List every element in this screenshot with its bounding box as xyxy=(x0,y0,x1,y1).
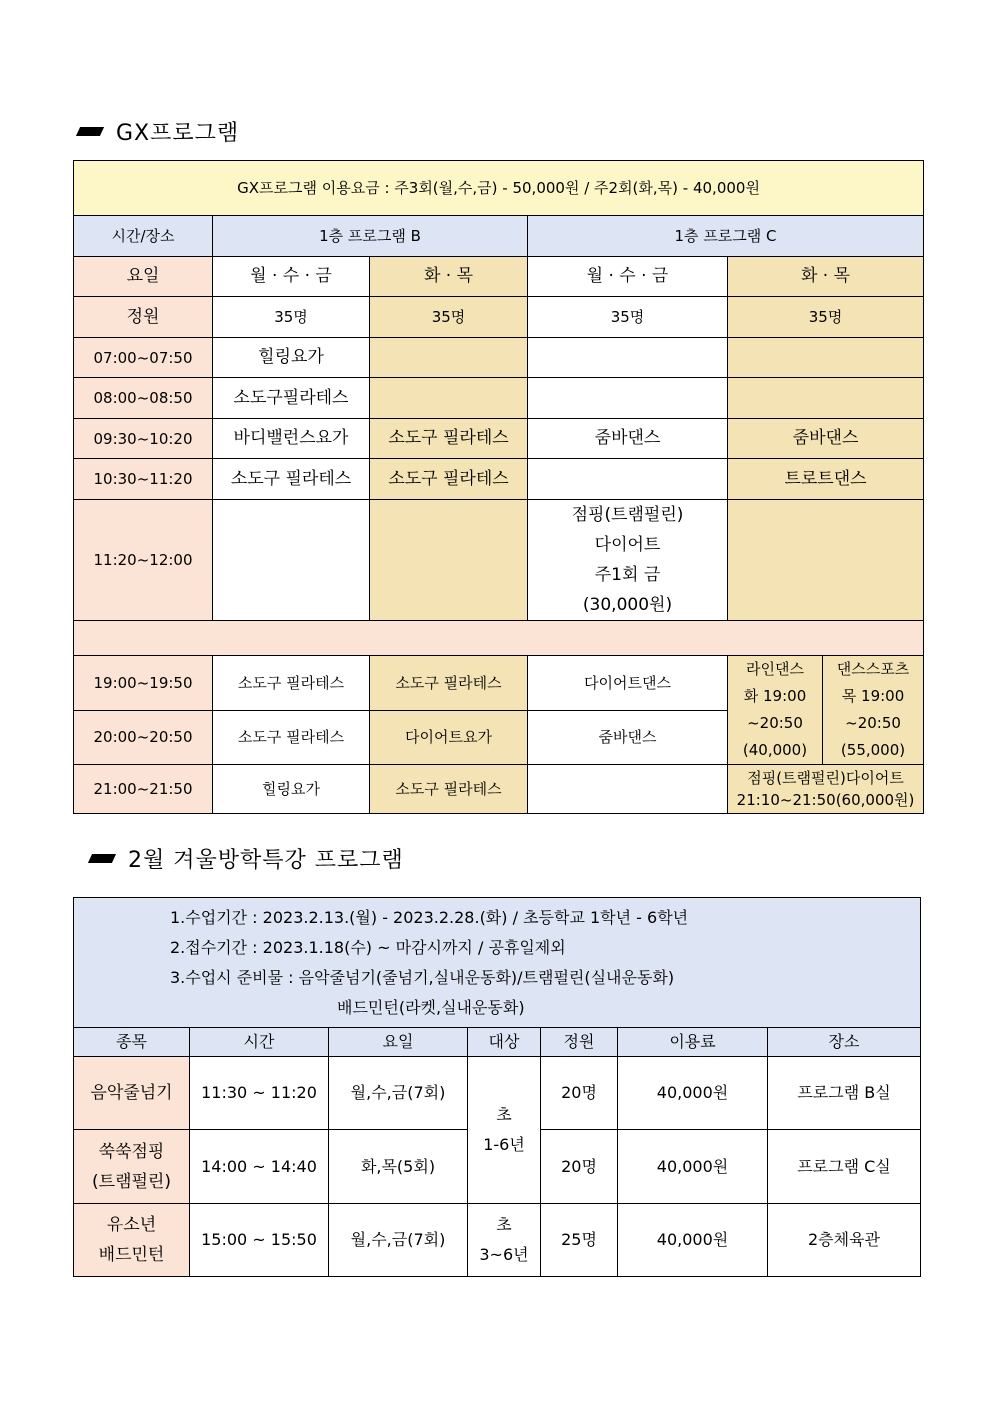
cell-line: 초 xyxy=(496,1105,512,1124)
program-name-cell xyxy=(74,1204,190,1277)
schedule-cell xyxy=(370,338,528,378)
time-cell: 19:00~19:50 xyxy=(74,656,213,711)
column-header: 요일 xyxy=(329,1028,468,1057)
program-name-cell xyxy=(74,1130,190,1204)
time-cell: 15:00 ~ 15:50 xyxy=(190,1204,329,1277)
schedule-cell xyxy=(728,500,924,621)
day-cell: 월,수,금(7회) xyxy=(329,1204,468,1277)
target-cell xyxy=(468,1057,541,1204)
cell-line: 3~6년 xyxy=(479,1245,529,1264)
cell-line: 라인댄스 xyxy=(746,660,804,678)
b-mwf-header: 월 · 수 · 금 xyxy=(213,257,370,297)
place-cell: 2층체육관 xyxy=(768,1204,921,1277)
cell-line: 1-6년 xyxy=(483,1135,525,1154)
gx-fee-notice: GX프로그램 이용요금 : 주3회(월,수,금) - 50,000원 / 주2회(화,목) - 40,000원 xyxy=(74,161,924,216)
cell-line: 점핑(트램펄린) xyxy=(571,505,684,525)
capacity-cell: 35명 xyxy=(370,297,528,338)
gx-section-title xyxy=(78,116,239,146)
column-header: 시간 xyxy=(190,1028,329,1057)
capacity-cell: 35명 xyxy=(213,297,370,338)
time-cell: 10:30~11:20 xyxy=(74,459,213,500)
schedule-cell: 다이어트댄스 xyxy=(528,656,728,711)
winter-program-table xyxy=(73,897,921,1277)
c-mwf-header: 월 · 수 · 금 xyxy=(528,257,728,297)
time-place-header: 시간/장소 xyxy=(74,216,213,257)
program-name-cell: 음악줄넘기 xyxy=(74,1057,190,1130)
schedule-cell: 소도구 필라테스 xyxy=(370,459,528,500)
schedule-cell: 소도구 필라테스 xyxy=(213,656,370,711)
cell-line: ~20:50 xyxy=(747,714,803,732)
cell-line: (55,000) xyxy=(840,741,906,759)
jumping-evening-cell xyxy=(728,765,924,814)
cell-line: 초 xyxy=(496,1215,512,1234)
winter-title-text: 2월 겨울방학특강 프로그램 xyxy=(128,847,404,873)
schedule-cell: 힐링요가 xyxy=(213,765,370,814)
capacity-cell: 35명 xyxy=(728,297,924,338)
day-cell: 월,수,금(7회) xyxy=(329,1057,468,1130)
time-cell: 21:00~21:50 xyxy=(74,765,213,814)
cell-line: (40,000) xyxy=(742,741,808,759)
schedule-cell xyxy=(528,378,728,419)
schedule-cell: 소도구 필라테스 xyxy=(213,459,370,500)
place-cell: 프로그램 B실 xyxy=(768,1057,921,1130)
schedule-cell xyxy=(728,378,924,419)
program-c-header: 1층 프로그램 C xyxy=(528,216,924,257)
program-b-header: 1층 프로그램 B xyxy=(213,216,528,257)
schedule-cell xyxy=(528,765,728,814)
info-line: 3.수업시 준비물 : 음악줄넘기(줄넘기,실내운동화)/트램펄린(실내운동화) xyxy=(170,967,675,987)
schedule-cell: 트로트댄스 xyxy=(728,459,924,500)
info-line: 1.수업기간 : 2023.2.13.(월) - 2023.2.28.(화) / 초등학교 1학년 - 6학년 xyxy=(170,907,689,927)
jumping-diet-cell xyxy=(528,500,728,621)
schedule-cell: 소도구필라테스 xyxy=(213,378,370,419)
cell-line: 점핑(트램펄린)다이어트 xyxy=(747,769,904,787)
dance-sports-cell xyxy=(823,656,924,765)
line-dance-cell xyxy=(728,656,823,765)
cell-line: (30,000원) xyxy=(582,595,673,615)
column-header: 장소 xyxy=(768,1028,921,1057)
capacity-cell: 25명 xyxy=(541,1204,618,1277)
section-bullet-icon xyxy=(88,854,116,863)
schedule-cell xyxy=(728,338,924,378)
column-header: 종목 xyxy=(74,1028,190,1057)
lunch-break-row xyxy=(74,621,924,656)
time-cell: 11:30 ~ 11:20 xyxy=(190,1057,329,1130)
schedule-cell: 줌바댄스 xyxy=(528,710,728,765)
info-line: 2.접수기간 : 2023.1.18(수) ~ 마감시까지 / 공휴일제외 xyxy=(170,937,566,957)
day-cell: 화,목(5회) xyxy=(329,1130,468,1204)
schedule-cell xyxy=(370,378,528,419)
schedule-cell: 소도구 필라테스 xyxy=(370,656,528,711)
schedule-cell xyxy=(528,459,728,500)
column-header: 정원 xyxy=(541,1028,618,1057)
fee-cell: 40,000원 xyxy=(618,1130,768,1204)
winter-section-title xyxy=(90,843,404,873)
day-label: 요일 xyxy=(74,257,213,297)
column-header: 이용료 xyxy=(618,1028,768,1057)
time-cell: 11:20~12:00 xyxy=(74,500,213,621)
schedule-cell: 소도구 필라테스 xyxy=(370,419,528,459)
schedule-cell: 힐링요가 xyxy=(213,338,370,378)
schedule-cell: 줌바댄스 xyxy=(728,419,924,459)
capacity-label: 정원 xyxy=(74,297,213,338)
cell-line: 목 19:00 xyxy=(841,687,905,705)
gx-title-text: GX프로그램 xyxy=(116,120,240,146)
b-tt-header: 화 · 목 xyxy=(370,257,528,297)
time-cell: 14:00 ~ 14:40 xyxy=(190,1130,329,1204)
capacity-cell: 20명 xyxy=(541,1130,618,1204)
gx-schedule-table xyxy=(73,160,924,814)
cell-line: (트램펄린) xyxy=(92,1171,171,1192)
schedule-cell xyxy=(370,500,528,621)
capacity-cell: 35명 xyxy=(528,297,728,338)
schedule-cell xyxy=(528,338,728,378)
target-cell xyxy=(468,1204,541,1277)
cell-line: 쑥쑥점핑 xyxy=(98,1141,165,1162)
cell-line: ~20:50 xyxy=(845,714,901,732)
cell-line: 배드민턴 xyxy=(98,1245,165,1265)
place-cell: 프로그램 C실 xyxy=(768,1130,921,1204)
column-header: 대상 xyxy=(468,1028,541,1057)
time-cell: 08:00~08:50 xyxy=(74,378,213,419)
capacity-cell: 20명 xyxy=(541,1057,618,1130)
cell-line: 유소년 xyxy=(106,1215,157,1235)
cell-line: 화 19:00 xyxy=(743,687,807,705)
time-cell: 07:00~07:50 xyxy=(74,338,213,378)
schedule-cell: 바디밸런스요가 xyxy=(213,419,370,459)
cell-line: 주1회 금 xyxy=(594,565,661,585)
cell-line: 다이어트 xyxy=(594,535,661,555)
cell-line: 댄스스포츠 xyxy=(836,660,910,678)
schedule-cell: 줌바댄스 xyxy=(528,419,728,459)
cell-line: 21:10~21:50(60,000원) xyxy=(736,791,915,809)
schedule-cell: 다이어트요가 xyxy=(370,710,528,765)
schedule-cell: 소도구 필라테스 xyxy=(213,710,370,765)
section-bullet-icon xyxy=(76,127,104,136)
schedule-cell: 소도구 필라테스 xyxy=(370,765,528,814)
c-tt-header: 화 · 목 xyxy=(728,257,924,297)
time-cell: 09:30~10:20 xyxy=(74,419,213,459)
time-cell: 20:00~20:50 xyxy=(74,710,213,765)
winter-info-box xyxy=(74,898,921,1028)
info-line: 배드민턴(라켓,실내운동화) xyxy=(337,997,525,1017)
fee-cell: 40,000원 xyxy=(618,1057,768,1130)
schedule-cell xyxy=(213,500,370,621)
fee-cell: 40,000원 xyxy=(618,1204,768,1277)
